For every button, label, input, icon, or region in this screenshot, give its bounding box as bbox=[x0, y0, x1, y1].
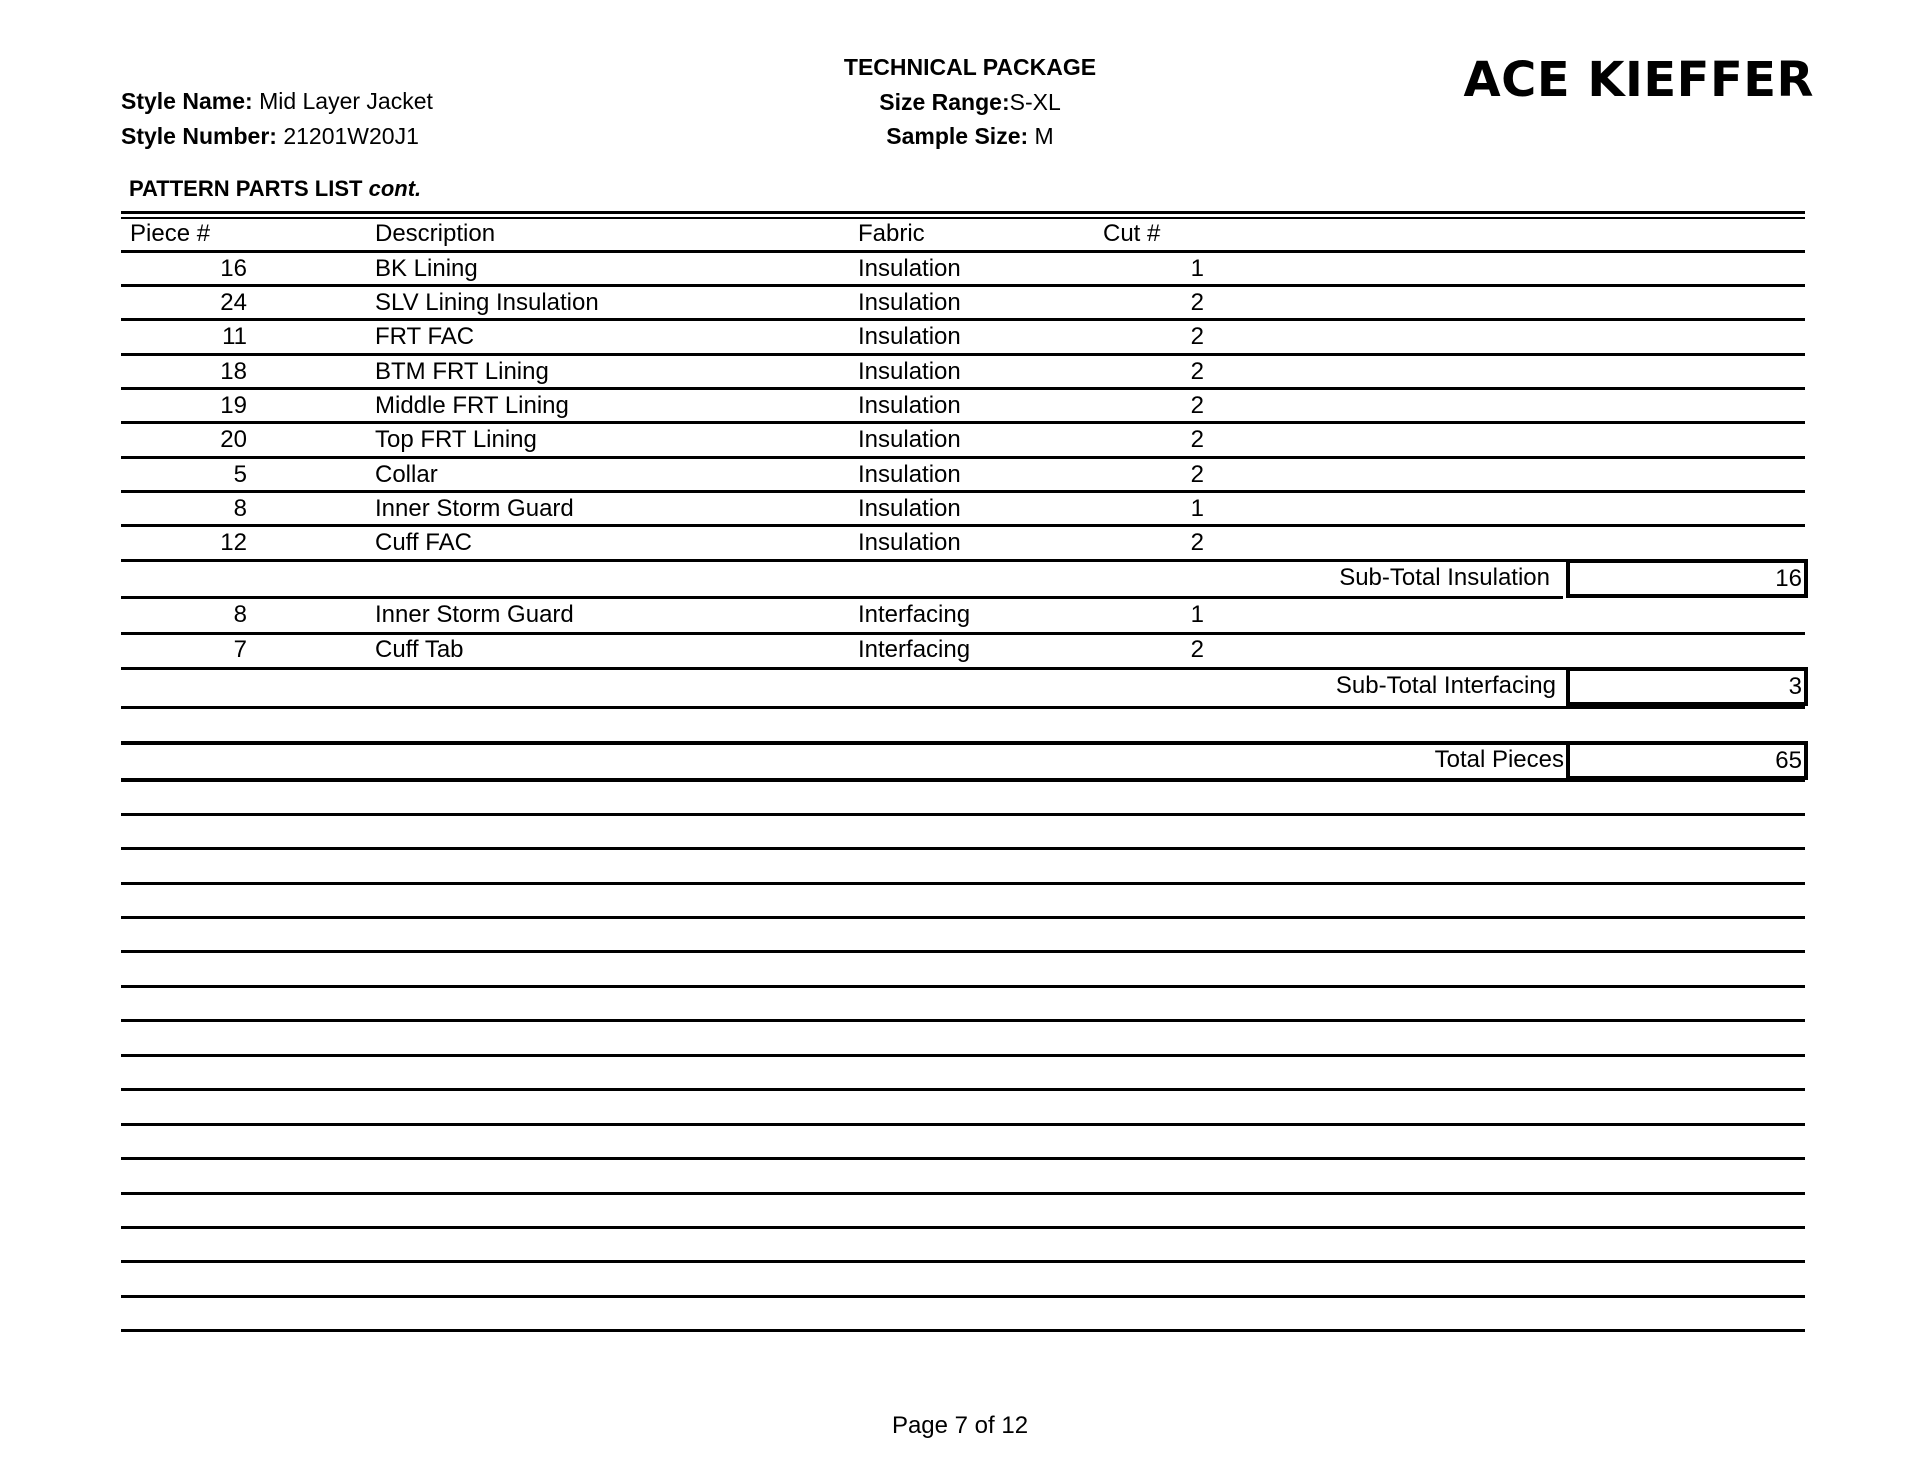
total-pieces-value: 65 bbox=[1566, 741, 1808, 780]
row-rule bbox=[121, 284, 1805, 287]
piece-number: 5 bbox=[233, 461, 247, 488]
blank-rule bbox=[121, 1123, 1805, 1126]
style-name-line bbox=[121, 84, 433, 118]
subtotal-interfacing-value: 3 bbox=[1566, 667, 1808, 706]
piece-fabric: Insulation bbox=[858, 495, 961, 522]
row-rule bbox=[121, 490, 1805, 493]
section-title-text: PATTERN PARTS LIST bbox=[129, 176, 363, 201]
piece-number: 19 bbox=[220, 392, 247, 419]
piece-number: 24 bbox=[220, 289, 247, 316]
section-title bbox=[129, 176, 421, 202]
piece-number: 11 bbox=[222, 323, 247, 350]
row-rule bbox=[121, 318, 1805, 321]
sample-size-label: Sample Size: bbox=[886, 123, 1029, 149]
header-rule bbox=[121, 250, 1805, 253]
total-pieces-label: Total Pieces bbox=[1434, 746, 1564, 773]
blank-rule bbox=[121, 985, 1805, 988]
section-title-suffix: cont. bbox=[368, 176, 422, 201]
piece-cut: 1 bbox=[1190, 601, 1204, 628]
piece-number: 7 bbox=[233, 636, 247, 663]
blank-rule bbox=[121, 1088, 1805, 1091]
blank-rule bbox=[121, 1226, 1805, 1229]
subtotal-insulation-rule bbox=[121, 596, 1563, 599]
row-rule bbox=[121, 559, 1805, 562]
total-bottom-rule bbox=[121, 778, 1805, 782]
row-rule bbox=[121, 353, 1805, 356]
row-rule bbox=[121, 421, 1805, 424]
piece-description: Cuff FAC bbox=[375, 529, 472, 556]
blank-rule bbox=[121, 916, 1805, 919]
piece-description: BK Lining bbox=[375, 255, 478, 282]
subtotal-interfacing-label: Sub-Total Interfacing bbox=[1335, 672, 1556, 699]
piece-fabric: Insulation bbox=[858, 529, 961, 556]
subtotal-interfacing-rule bbox=[121, 706, 1805, 709]
row-rule bbox=[121, 456, 1805, 459]
piece-fabric: Insulation bbox=[858, 426, 961, 453]
piece-fabric: Interfacing bbox=[858, 601, 971, 628]
piece-fabric: Interfacing bbox=[858, 636, 971, 663]
piece-number: 20 bbox=[220, 426, 247, 453]
sample-size-line bbox=[770, 119, 1170, 153]
size-range-line bbox=[770, 85, 1170, 119]
piece-description: Inner Storm Guard bbox=[375, 495, 574, 522]
piece-number: 12 bbox=[220, 529, 247, 556]
piece-cut: 2 bbox=[1190, 323, 1204, 350]
piece-fabric: Insulation bbox=[858, 358, 961, 385]
piece-description: Inner Storm Guard bbox=[375, 601, 574, 628]
row-rule bbox=[121, 524, 1805, 527]
piece-cut: 2 bbox=[1190, 461, 1204, 488]
piece-number: 8 bbox=[233, 495, 247, 522]
piece-fabric: Insulation bbox=[858, 461, 961, 488]
blank-rule bbox=[121, 1260, 1805, 1263]
blank-rule bbox=[121, 1329, 1805, 1332]
piece-description: Collar bbox=[375, 461, 438, 488]
blank-rule bbox=[121, 1295, 1805, 1298]
doc-title: TECHNICAL PACKAGE bbox=[843, 54, 1097, 80]
blank-rule bbox=[121, 1019, 1805, 1022]
blank-rule bbox=[121, 1157, 1805, 1160]
piece-number: 16 bbox=[220, 255, 247, 282]
piece-cut: 2 bbox=[1190, 529, 1204, 556]
piece-fabric: Insulation bbox=[858, 255, 961, 282]
piece-fabric: Insulation bbox=[858, 323, 961, 350]
piece-fabric: Insulation bbox=[858, 289, 961, 316]
blank-rule bbox=[121, 882, 1805, 885]
piece-cut: 2 bbox=[1190, 289, 1204, 316]
sample-size-value: M bbox=[1034, 123, 1054, 149]
piece-number: 8 bbox=[233, 601, 247, 628]
piece-number: 18 bbox=[220, 358, 247, 385]
style-name-label: Style Name: bbox=[121, 88, 253, 114]
col-header-fabric: Fabric bbox=[858, 220, 925, 247]
piece-cut: 1 bbox=[1190, 495, 1204, 522]
brand-logo: ACE KIEFFER bbox=[1463, 52, 1814, 108]
style-number-value: 21201W20J1 bbox=[283, 123, 419, 149]
blank-rule bbox=[121, 813, 1805, 816]
blank-rule bbox=[121, 1192, 1805, 1195]
piece-description: Top FRT Lining bbox=[375, 426, 537, 453]
col-header-piece: Piece # bbox=[130, 220, 211, 247]
piece-fabric: Insulation bbox=[858, 392, 961, 419]
col-header-description: Description bbox=[375, 220, 496, 247]
piece-description: Cuff Tab bbox=[375, 636, 464, 663]
col-header-cut: Cut # bbox=[1103, 220, 1161, 247]
piece-cut: 2 bbox=[1190, 392, 1204, 419]
size-range-label: Size Range: bbox=[879, 89, 1010, 115]
subtotal-insulation-value: 16 bbox=[1566, 559, 1808, 598]
table-top-rule bbox=[121, 211, 1805, 214]
size-range-value: S-XL bbox=[1009, 89, 1061, 115]
piece-description: Middle FRT Lining bbox=[375, 392, 569, 419]
style-number-line bbox=[121, 119, 419, 153]
style-name-value: Mid Layer Jacket bbox=[259, 88, 433, 114]
style-number-label: Style Number: bbox=[121, 123, 277, 149]
blank-rule bbox=[121, 847, 1805, 850]
row-rule bbox=[121, 387, 1805, 390]
piece-description: FRT FAC bbox=[375, 323, 475, 350]
piece-cut: 2 bbox=[1190, 426, 1204, 453]
piece-cut: 2 bbox=[1190, 358, 1204, 385]
piece-cut: 2 bbox=[1190, 636, 1204, 663]
piece-cut: 1 bbox=[1190, 255, 1204, 282]
subtotal-insulation-label: Sub-Total Insulation bbox=[1339, 564, 1550, 591]
blank-rule bbox=[121, 950, 1805, 953]
blank-rule bbox=[121, 1054, 1805, 1057]
piece-description: SLV Lining Insulation bbox=[375, 289, 599, 316]
page-number: Page 7 of 12 bbox=[891, 1412, 1029, 1439]
piece-description: BTM FRT Lining bbox=[375, 358, 549, 385]
table-top-rule-inner bbox=[121, 217, 1805, 219]
